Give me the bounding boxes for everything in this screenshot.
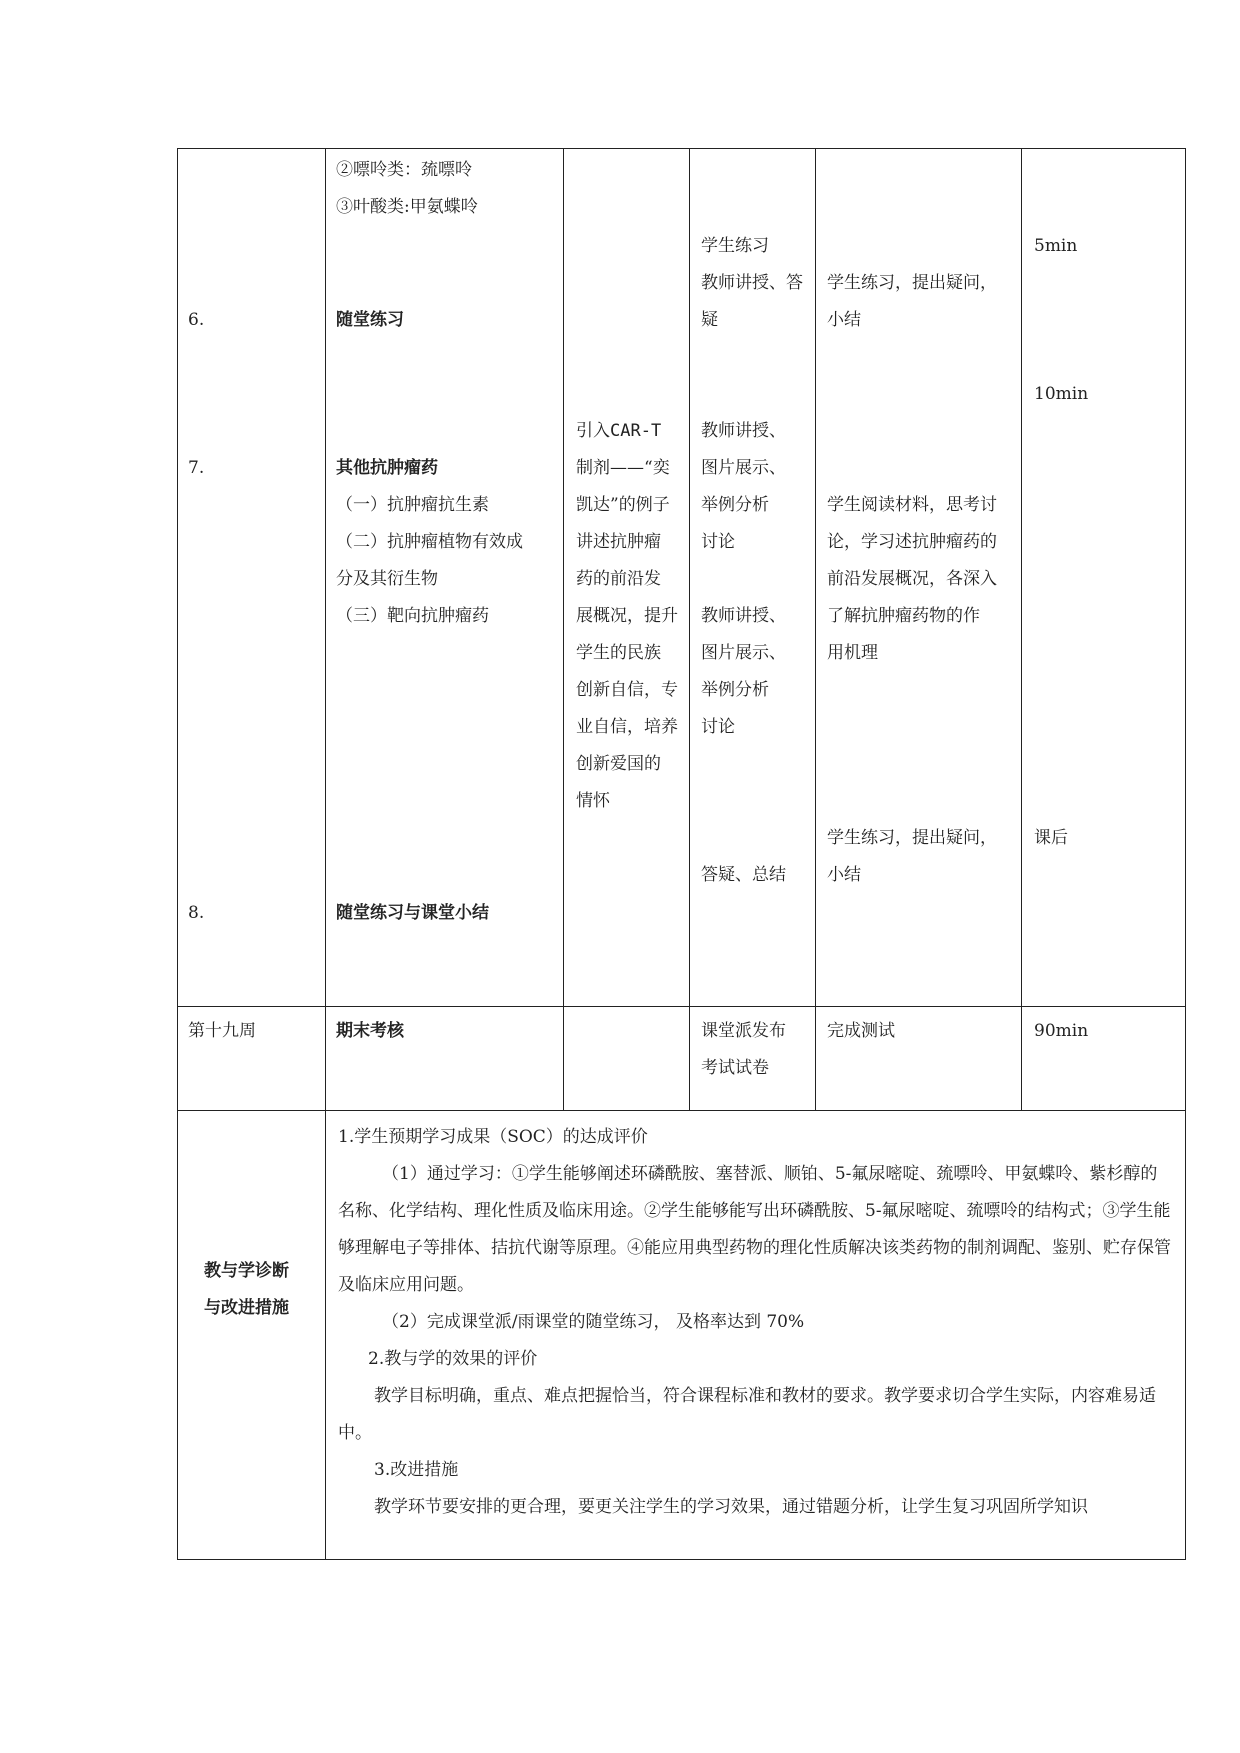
diagnosis-label-line2: 与改进措施 <box>204 1298 289 1318</box>
diagnosis-text <box>338 1119 1171 1526</box>
improve-paragraph: 教学环节要安排的更合理，要更关注学生的学习效果，通过错题分析，让学生复习巩固所学知识 <box>374 1497 1088 1517</box>
table-row-diagnosis <box>178 1111 1186 1560</box>
method-line: 举例分析 <box>701 495 769 515</box>
content-line: （一）抗肿瘤抗生素 <box>336 495 489 515</box>
cell-ideology <box>564 1007 690 1111</box>
method-line: 教师讲授、 <box>701 606 786 626</box>
week-label: 第十九周 <box>188 1021 256 1041</box>
ideology-line: 引入CAR-T <box>576 421 662 441</box>
time-value: 课后 <box>1034 828 1068 848</box>
cell-time <box>1022 149 1186 1007</box>
method-line: 图片展示、 <box>701 643 786 663</box>
soc-paragraph-1: （1）通过学习：①学生能够阐述环磷酰胺、塞替派、顺铂、5-氟尿嘧啶、巯嘌呤、甲氨蝶呤、紫杉醇的名称、化学结构、理化性质及临床用途。②学生能够能写出环磷酰胺、5-氟尿嘧啶、巯嘌呤的结构式；③学生能够理解电子等排体、拮抗代谢等原理。④能应用典型药物的理化性质解决该类药物的制剂调配、鉴别、贮存保管及临床应用问题。 <box>338 1164 1171 1295</box>
section-number-6: 6. <box>188 310 205 330</box>
activity-line: 小结 <box>827 310 861 330</box>
cell-diagnosis-label <box>178 1111 326 1560</box>
section-7-title: 其他抗肿瘤药 <box>336 458 438 478</box>
cell-activity <box>816 1007 1022 1111</box>
improve-heading: 3.改进措施 <box>374 1460 459 1480</box>
cell-ideology <box>564 149 690 1007</box>
ideology-line: 创新自信，专 <box>576 680 678 700</box>
table-row-final-exam <box>178 1007 1186 1111</box>
activity-line: 学生练习，提出疑问， <box>827 273 997 293</box>
time-value: 5min <box>1034 236 1078 256</box>
content-line: 分及其衍生物 <box>336 569 438 589</box>
method-line: 图片展示、 <box>701 458 786 478</box>
cell-time <box>1022 1007 1186 1111</box>
section-8-title: 随堂练习与课堂小结 <box>336 903 489 923</box>
time-value: 90min <box>1034 1021 1089 1041</box>
cell-method <box>690 1007 816 1111</box>
section-number-7: 7. <box>188 458 205 478</box>
content-line: （三）靶向抗肿瘤药 <box>336 606 489 626</box>
activity-line: 小结 <box>827 865 861 885</box>
diagnosis-label-line1: 教与学诊断 <box>204 1261 289 1281</box>
method-line: 教师讲授、 <box>701 421 786 441</box>
effect-heading: 2.教与学的效果的评价 <box>368 1349 538 1369</box>
ideology-line: 药的前沿发 <box>576 569 661 589</box>
ideology-line: 制剂——“奕 <box>576 458 670 478</box>
activity-line: 完成测试 <box>827 1021 895 1041</box>
ideology-line: 凯达”的例子 <box>576 495 670 515</box>
soc-paragraph-2: （2）完成课堂派/雨课堂的随堂练习， 及格率达到 70% <box>382 1312 805 1332</box>
effect-paragraph: 教学目标明确，重点、难点把握恰当，符合课程标准和教材的要求。教学要求切合学生实际，内容难易适中。 <box>338 1386 1156 1443</box>
activity-line: 用机理 <box>827 643 878 663</box>
cell-activity <box>816 149 1022 1007</box>
cell-week <box>178 1007 326 1111</box>
ideology-line: 情怀 <box>576 791 610 811</box>
final-exam-title: 期末考核 <box>336 1021 404 1041</box>
section-number-8: 8. <box>188 903 205 923</box>
content-line: ③叶酸类:甲氨蝶呤 <box>336 197 478 217</box>
ideology-line: 业自信，培养 <box>576 717 678 737</box>
method-line: 学生练习 <box>701 236 769 256</box>
lesson-plan-table <box>177 148 1186 1560</box>
cell-content <box>326 1007 564 1111</box>
activity-line: 学生练习，提出疑问， <box>827 828 997 848</box>
section-6-title: 随堂练习 <box>336 310 404 330</box>
ideology-line: 学生的民族 <box>576 643 661 663</box>
method-line: 举例分析 <box>701 680 769 700</box>
method-line: 讨论 <box>701 717 735 737</box>
activity-line: 学生阅读材料，思考讨 <box>827 495 997 515</box>
cell-content <box>326 149 564 1007</box>
time-value: 10min <box>1034 384 1089 404</box>
ideology-line: 创新爱国的 <box>576 754 661 774</box>
soc-heading: 1.学生预期学习成果（SOC）的达成评价 <box>338 1127 648 1147</box>
activity-line: 论，学习述抗肿瘤药的 <box>827 532 997 552</box>
method-line: 讨论 <box>701 532 735 552</box>
method-line: 考试试卷 <box>701 1058 769 1078</box>
cell-method <box>690 149 816 1007</box>
cell-number <box>178 149 326 1007</box>
ideology-line: 讲述抗肿瘤 <box>576 532 661 552</box>
method-line: 答疑、总结 <box>701 865 786 885</box>
method-line: 疑 <box>701 310 718 330</box>
method-line: 课堂派发布 <box>701 1021 786 1041</box>
activity-line: 前沿发展概况，各深入 <box>827 569 997 589</box>
activity-line: 了解抗肿瘤药物的作 <box>827 606 980 626</box>
cell-diagnosis-content <box>326 1111 1186 1560</box>
ideology-line: 展概况，提升 <box>576 606 678 626</box>
table-row-sections-6-8 <box>178 149 1186 1007</box>
method-line: 教师讲授、答 <box>701 273 803 293</box>
content-line: ②嘌呤类：巯嘌呤 <box>336 160 472 180</box>
content-line: （二）抗肿瘤植物有效成 <box>336 532 523 552</box>
